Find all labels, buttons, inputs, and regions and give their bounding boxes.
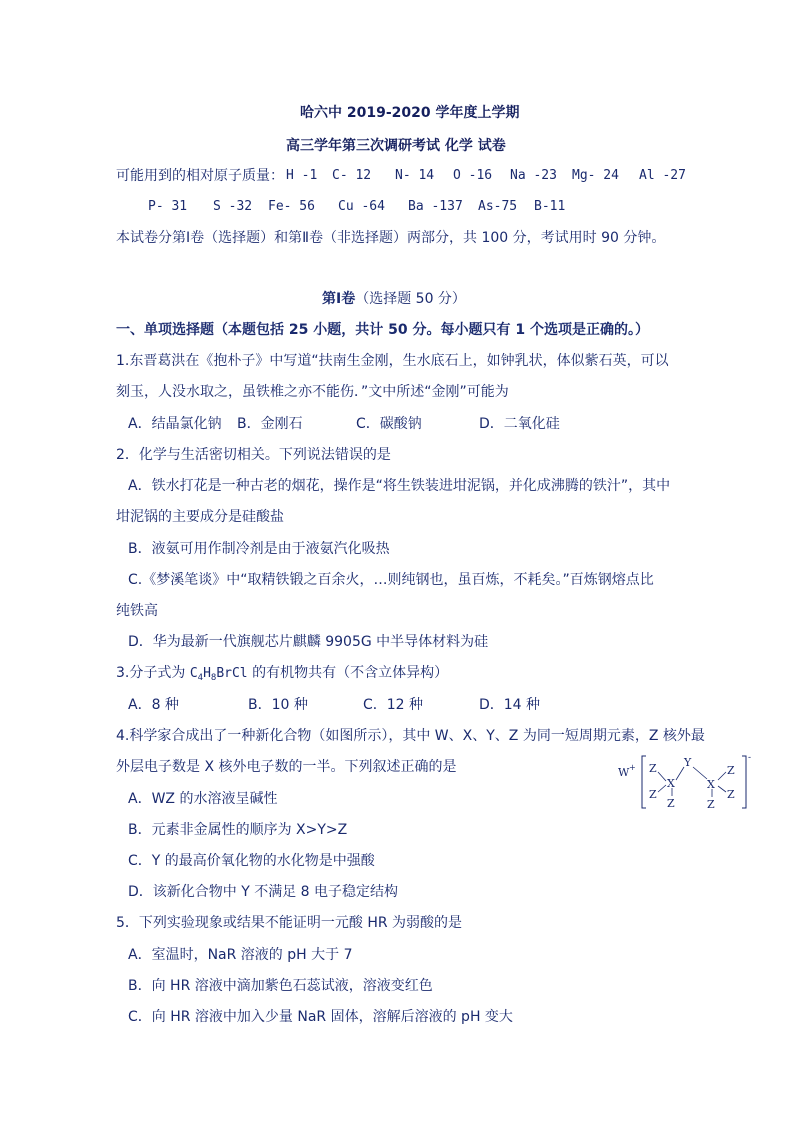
fig-atom-y: Y (684, 756, 692, 769)
section-title (322, 290, 466, 308)
q2-option-b: B．液氨可用作制冷剂是由于液氨汽化吸热 (128, 541, 390, 557)
q5-option-b: B．向 HR 溶液中滴加紫色石蕊试液，溶液变红色 (128, 978, 433, 994)
q3-stem-suffix: 的有机物共有（不含立体异构） (247, 665, 449, 681)
fig-bond-2 (658, 785, 666, 792)
exam-title-line2: 高三学年第三次调研考试 化学 试卷 (286, 138, 506, 154)
q3-formula-c: C (189, 666, 198, 681)
mass-p: P- 31 (148, 199, 188, 214)
mass-n: N- 14 (395, 168, 435, 183)
section-heading: 一、单项选择题（本题包括 25 小题，共计 50 分。每小题只有 1 个选项是正确的。） (116, 322, 649, 338)
fig-cation-w: W (618, 766, 630, 779)
fig-atom-x1: X (667, 777, 675, 790)
q5-stem: 5．下列实验现象或结果不能证明一元酸 HR 为弱酸的是 (116, 915, 463, 931)
q3-option-c: C．12 种 (363, 697, 424, 713)
fig-bracket-right (742, 756, 746, 808)
mass-o: O -16 (453, 168, 493, 183)
mass-fe: Fe- 56 (268, 199, 315, 214)
fig-anion-minus: - (748, 753, 752, 763)
q1-option-b: B．金刚石 (237, 416, 303, 432)
q3-option-b: B．10 种 (248, 697, 308, 713)
q3-formula-rest: BrCl (216, 666, 248, 681)
fig-atom-z2: Z (649, 788, 657, 801)
q3-formula-h-sub: 8 (210, 673, 217, 683)
mass-mg: Mg- 24 (572, 168, 619, 183)
mass-b: B-11 (534, 199, 566, 214)
q2-option-c-line1: C.《梦溪笔谈》中“取精铁锻之百余火，…则纯钢也，虽百炼，不耗矣。”百炼钢熔点比 (128, 572, 654, 588)
mass-al: Al -27 (639, 168, 686, 183)
fig-atom-z4: Z (727, 764, 735, 777)
fig-bond-4 (676, 767, 684, 780)
paper-intro: 本试卷分第Ⅰ卷（选择题）和第Ⅱ卷（非选择题）两部分，共 100 分，考试用时 90 分钟。 (116, 230, 666, 246)
fig-bond-5 (693, 767, 707, 779)
q1-option-d: D．二氧化硅 (479, 416, 560, 432)
fig-bond-7 (718, 786, 726, 792)
q2-option-d: D．华为最新一代旗舰芯片麒麟 9905G 中半导体材料为硅 (128, 634, 489, 650)
q2-stem: 2．化学与生活密切相关。下列说法错误的是 (116, 447, 391, 463)
q4-stem-line1: 4.科学家合成出了一种新化合物（如图所示），其中 W、X、Y、Z 为同一短周期元素，Z 核外最 (116, 728, 705, 744)
fig-atom-z5: Z (727, 788, 735, 801)
q1-option-a: A．结晶氯化钠 (128, 416, 222, 432)
q1-stem-line1: 1.东晋葛洪在《抱朴子》中写道“扶南生金刚，生水底石上，如钟乳状，体似紫石英，可以 (116, 353, 669, 369)
mass-h: H -1 (286, 168, 318, 183)
fig-cation-plus: + (629, 763, 636, 772)
mass-na: Na -23 (510, 168, 557, 183)
q4-option-c: C．Y 的最高价氧化物的水化物是中强酸 (128, 853, 375, 869)
fig-atom-z1: Z (649, 762, 657, 775)
fig-bond-1 (658, 772, 666, 781)
section-title-main: 第Ⅰ卷 (322, 291, 356, 307)
fig-bond-6 (718, 772, 726, 780)
mass-as: As-75 (478, 199, 518, 214)
fig-atom-x2: X (707, 778, 715, 791)
mass-s: S -32 (213, 199, 253, 214)
exam-title-line1: 哈六中 2019-2020 学年度上学期 (300, 105, 520, 121)
atomic-masses-label: 可能用到的相对原子质量： (116, 168, 284, 184)
mass-cu: Cu -64 (338, 199, 385, 214)
fig-bracket-left (642, 756, 646, 808)
q3-formula-h: H (203, 666, 211, 681)
q2-option-c-line2: 纯铁高 (116, 603, 158, 619)
q4-structure-figure (616, 752, 756, 812)
q3-formula (190, 666, 248, 681)
q3-option-d: D．14 种 (479, 697, 541, 713)
q4-option-a: A．WZ 的水溶液呈碱性 (128, 791, 278, 807)
q3-option-a: A．8 种 (128, 697, 179, 713)
q1-stem-line2: 刻玉，人没水取之，虽铁椎之亦不能伤．”文中所述“金刚”可能为 (116, 384, 509, 400)
section-title-sub: （选择题 50 分） (355, 291, 466, 307)
q5-option-c: C．向 HR 溶液中加入少量 NaR 固体，溶解后溶液的 pH 变大 (128, 1009, 513, 1025)
q3-stem (116, 664, 448, 687)
q4-stem-line2: 外层电子数是 X 核外电子数的一半。下列叙述正确的是 (116, 759, 457, 775)
q4-option-d: D．该新化合物中 Y 不满足 8 电子稳定结构 (128, 884, 399, 900)
mass-ba: Ba -137 (408, 199, 463, 214)
q3-stem-prefix: 3.分子式为 (116, 665, 190, 681)
q4-option-b: B．元素非金属性的顺序为 X>Y>Z (128, 822, 348, 838)
mass-c: C- 12 (332, 168, 372, 183)
q5-option-a: A．室温时，NaR 溶液的 pH 大于 7 (128, 947, 353, 963)
q1-option-c: C．碳酸钠 (356, 416, 422, 432)
q2-option-a-line2: 坩泥锅的主要成分是硅酸盐 (116, 509, 284, 525)
atomic-masses-row1 (116, 167, 686, 185)
fig-atom-z3: Z (667, 797, 675, 810)
q3-formula-c-sub: 4 (197, 673, 204, 683)
q2-option-a-line1: A．铁水打花是一种古老的烟花，操作是“将生铁装进坩泥锅，并化成沸腾的铁汁”，其中 (128, 478, 671, 494)
fig-atom-z6: Z (707, 798, 715, 811)
